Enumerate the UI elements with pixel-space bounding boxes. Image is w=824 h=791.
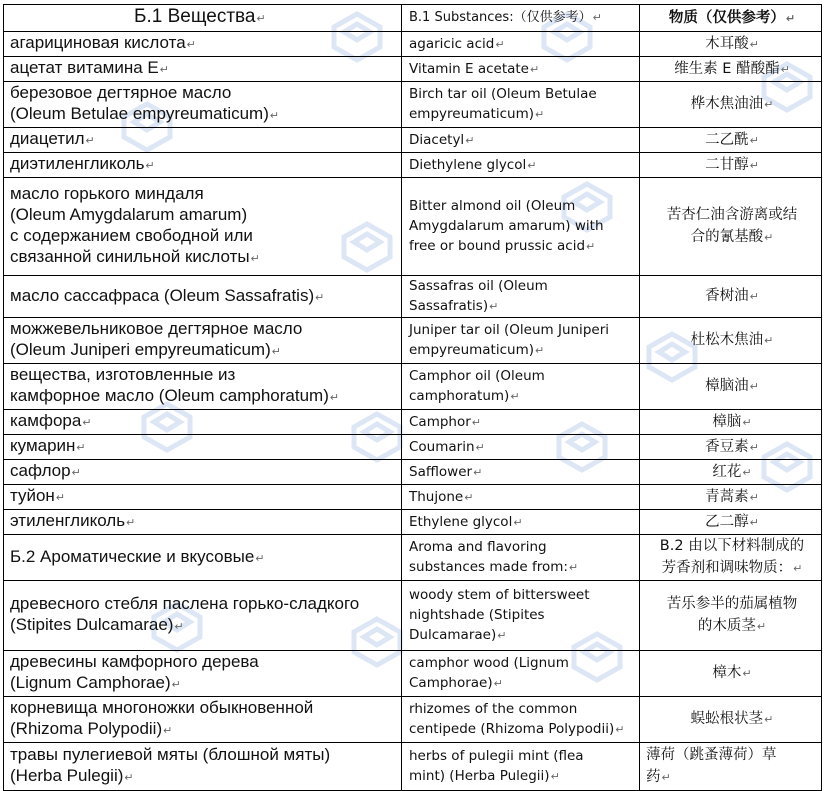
cell-english: Bitter almond oil (Oleum Amygdalarum amarum) with free or bound prussic acid↵	[402, 178, 640, 276]
cell-chinese: 薄荷（跳蚤薄荷）草 药↵	[640, 743, 822, 791]
cell-english: Birch tar oil (Oleum Betulae empyreumaticum)↵	[402, 82, 640, 128]
cell-chinese: 二甘醇↵	[640, 153, 822, 178]
cell-english: Aroma and flavoring substances made from:↵	[402, 535, 640, 581]
cell-chinese: B.2 由以下材料制成的 芳香剂和调味物质：↵	[640, 535, 822, 581]
cell-russian: древесины камфорного дерева (Lignum Camphorae)↵	[4, 651, 402, 697]
table-row	[4, 82, 822, 128]
cell-chinese: 樟脑↵	[640, 410, 822, 435]
table-row	[4, 276, 822, 318]
cell-english: Thujone↵	[402, 485, 640, 510]
table-row	[4, 651, 822, 697]
cell-russian: туйон↵	[4, 485, 402, 510]
cell-russian: вещества, изготовленные из камфорное масло (Oleum camphoratum)↵	[4, 364, 402, 410]
cell-russian: диацетил↵	[4, 128, 402, 153]
cell-chinese: 杜松木焦油↵	[640, 318, 822, 364]
cell-chinese: 维生素 E 醋酸酯↵	[640, 57, 822, 82]
table-row	[4, 743, 822, 791]
cell-chinese: 樟木↵	[640, 651, 822, 697]
table-row	[4, 535, 822, 581]
cell-russian: Б.2 Ароматические и вкусовые↵	[4, 535, 402, 581]
table-row	[4, 435, 822, 460]
cell-chinese: 苦杏仁油含游离或结 合的氰基酸↵	[640, 178, 822, 276]
cell-russian: масло сассафраса (Oleum Sassafratis)↵	[4, 276, 402, 318]
cell-russian: древесного стебля паслена горько-сладкого (Stipites Dulcamarae)↵	[4, 581, 402, 651]
table-header-row	[4, 5, 822, 32]
cell-english: agaricic acid↵	[402, 32, 640, 57]
table-row	[4, 57, 822, 82]
cell-english: Coumarin↵	[402, 435, 640, 460]
table-row	[4, 364, 822, 410]
cell-english: Ethylene glycol↵	[402, 510, 640, 535]
cell-chinese: 木耳酸↵	[640, 32, 822, 57]
header-russian: Б.1 Вещества↵	[4, 5, 402, 32]
cell-chinese: 桦木焦油油↵	[640, 82, 822, 128]
cell-english: Sassafras oil (Oleum Sassafratis)↵	[402, 276, 640, 318]
cell-chinese: 香豆素↵	[640, 435, 822, 460]
table-row	[4, 485, 822, 510]
cell-russian: березовое дегтярное масло (Oleum Betulae empyreumaticum)↵	[4, 82, 402, 128]
cell-russian: диэтиленгликоль↵	[4, 153, 402, 178]
header-english: B.1 Substances:（仅供参考）↵	[402, 5, 640, 32]
cell-russian: ацетат витамина E↵	[4, 57, 402, 82]
cell-chinese: 二乙酰↵	[640, 128, 822, 153]
cell-english: Juniper tar oil (Oleum Juniperi empyreumaticum)↵	[402, 318, 640, 364]
table-row	[4, 510, 822, 535]
table-row	[4, 128, 822, 153]
cell-english: Diacetyl↵	[402, 128, 640, 153]
cell-chinese: 苦乐参半的茄属植物 的木质茎↵	[640, 581, 822, 651]
table-row	[4, 581, 822, 651]
cell-russian: агарициновая кислота↵	[4, 32, 402, 57]
table-row	[4, 697, 822, 743]
cell-english: Camphor oil (Oleum camphoratum)↵	[402, 364, 640, 410]
cell-english: herbs of pulegii mint (flea mint) (Herba Pulegii)↵	[402, 743, 640, 791]
cell-chinese: 青蒿素↵	[640, 485, 822, 510]
cell-chinese: 香树油↵	[640, 276, 822, 318]
cell-russian: камфора↵	[4, 410, 402, 435]
table-row	[4, 410, 822, 435]
table-row	[4, 318, 822, 364]
cell-russian: можжевельниковое дегтярное масло (Oleum Juniperi empyreumaticum)↵	[4, 318, 402, 364]
header-chinese: 物质（仅供参考）↵	[640, 5, 822, 32]
cell-english: Safflower↵	[402, 460, 640, 485]
cell-english: Camphor↵	[402, 410, 640, 435]
cell-russian: корневища многоножки обыкновенной (Rhizoma Polypodii)↵	[4, 697, 402, 743]
cell-chinese: 蜈蚣根状茎↵	[640, 697, 822, 743]
cell-english: Vitamin E acetate↵	[402, 57, 640, 82]
cell-english: rhizomes of the common centipede (Rhizoma Polypodii)↵	[402, 697, 640, 743]
table-row	[4, 178, 822, 276]
cell-russian: этиленгликоль↵	[4, 510, 402, 535]
table-row	[4, 460, 822, 485]
cell-chinese: 乙二醇↵	[640, 510, 822, 535]
cell-english: woody stem of bittersweet nightshade (Stipites Dulcamarae)↵	[402, 581, 640, 651]
cell-chinese: 红花↵	[640, 460, 822, 485]
table-row	[4, 153, 822, 178]
cell-chinese: 樟脑油↵	[640, 364, 822, 410]
cell-russian: масло горького миндаля (Oleum Amygdalarum amarum) с содержанием свободной или связанной синильной кислоты↵	[4, 178, 402, 276]
substances-table	[3, 4, 822, 791]
cell-english: camphor wood (Lignum Camphorae)↵	[402, 651, 640, 697]
table-row	[4, 32, 822, 57]
cell-english: Diethylene glycol↵	[402, 153, 640, 178]
cell-russian: сафлор↵	[4, 460, 402, 485]
cell-russian: травы пулегиевой мяты (блошной мяты) (Herba Pulegii)↵	[4, 743, 402, 791]
cell-russian: кумарин↵	[4, 435, 402, 460]
